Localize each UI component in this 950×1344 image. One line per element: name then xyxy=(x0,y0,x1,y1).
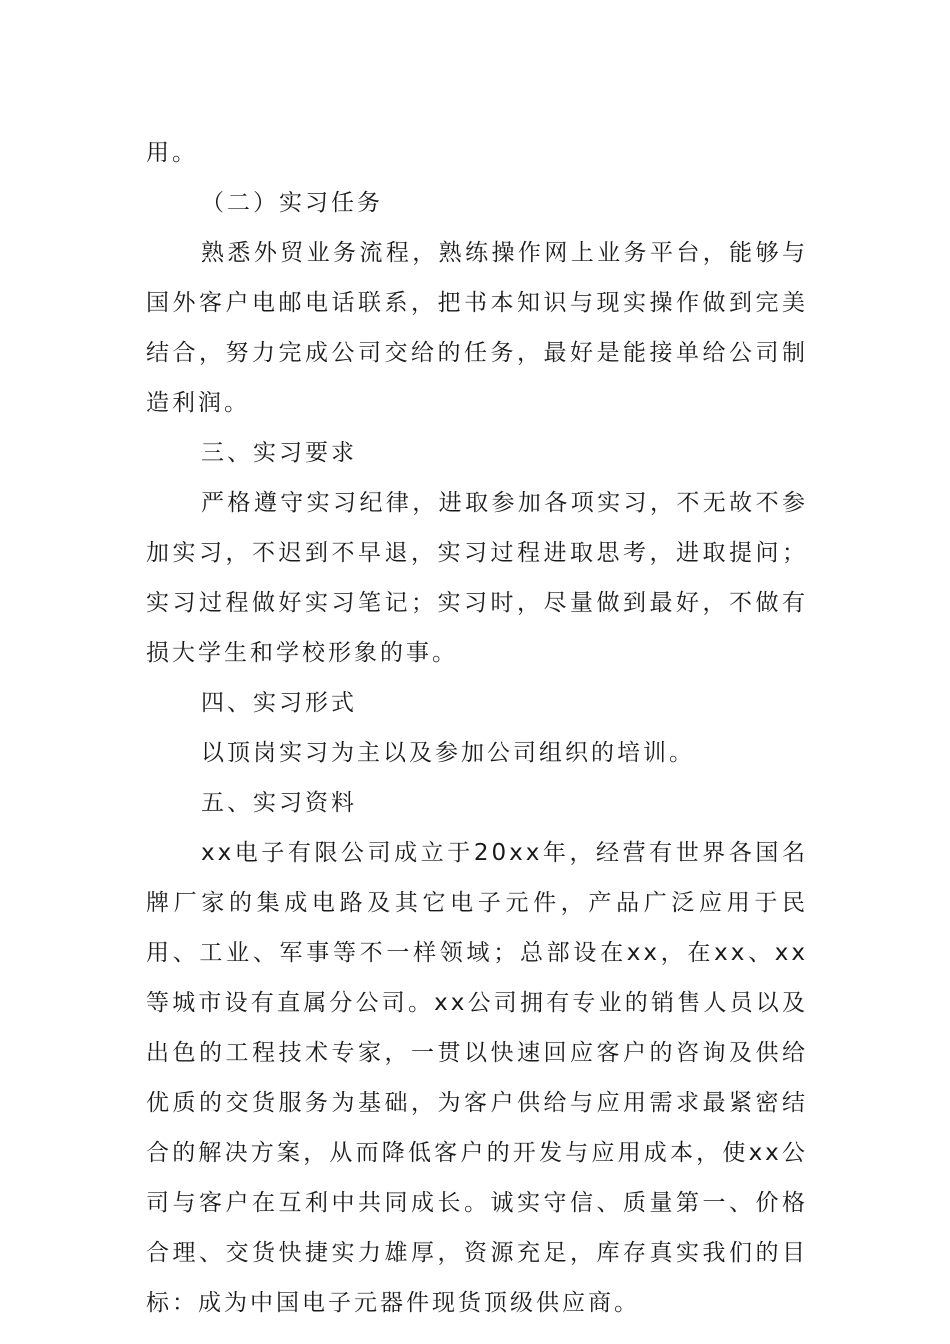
paragraph-tasks: 熟悉外贸业务流程，熟练操作网上业务平台，能够与国外客户电邮电话联系，把书本知识与现实操作做到完美结合，努力完成公司交给的任务，最好是能接单给公司制造利润。 xyxy=(146,240,808,416)
paragraph-company-profile: xx电子有限公司成立于20xx年，经营有世界各国名牌厂家的集成电路及其它电子元件，产品广泛应用于民用、工业、军事等不一样领域；总部设在xx，在xx、xx等城市设有直属分公司。xx公司拥有专业的销售人员以及出色的工程技术专家，一贯以快速回应客户的咨询及供给优质的交货服务为基础，为客户供给与应用需求最紧密结合的解决方案，从而降低客户的开发与应用成本，使xx公司与客户在互利中共同成长。诚实守信、质量第一、价格合理、交货快捷实力雄厚，资源充足，库存真实我们的目标：成为中国电子元器件现货顶级供应商。 xyxy=(146,840,808,1316)
paragraph-continuation: 用。 xyxy=(146,140,198,166)
section-heading-internship-requirements: 三、实习要求 xyxy=(201,440,357,466)
paragraph-requirements: 严格遵守实习纪律，进取参加各项实习，不无故不参加实习，不迟到不早退，实习过程进取思考，进取提问；实习过程做好实习笔记；实习时，尽量做到最好，不做有损大学生和学校形象的事。 xyxy=(146,490,808,666)
paragraph-form: 以顶岗实习为主以及参加公司组织的培训。 xyxy=(201,740,695,766)
section-heading-internship-form: 四、实习形式 xyxy=(201,690,357,716)
document-body xyxy=(146,128,808,1328)
section-heading-internship-materials: 五、实习资料 xyxy=(201,790,357,816)
section-heading-internship-tasks: （二）实习任务 xyxy=(201,190,383,216)
